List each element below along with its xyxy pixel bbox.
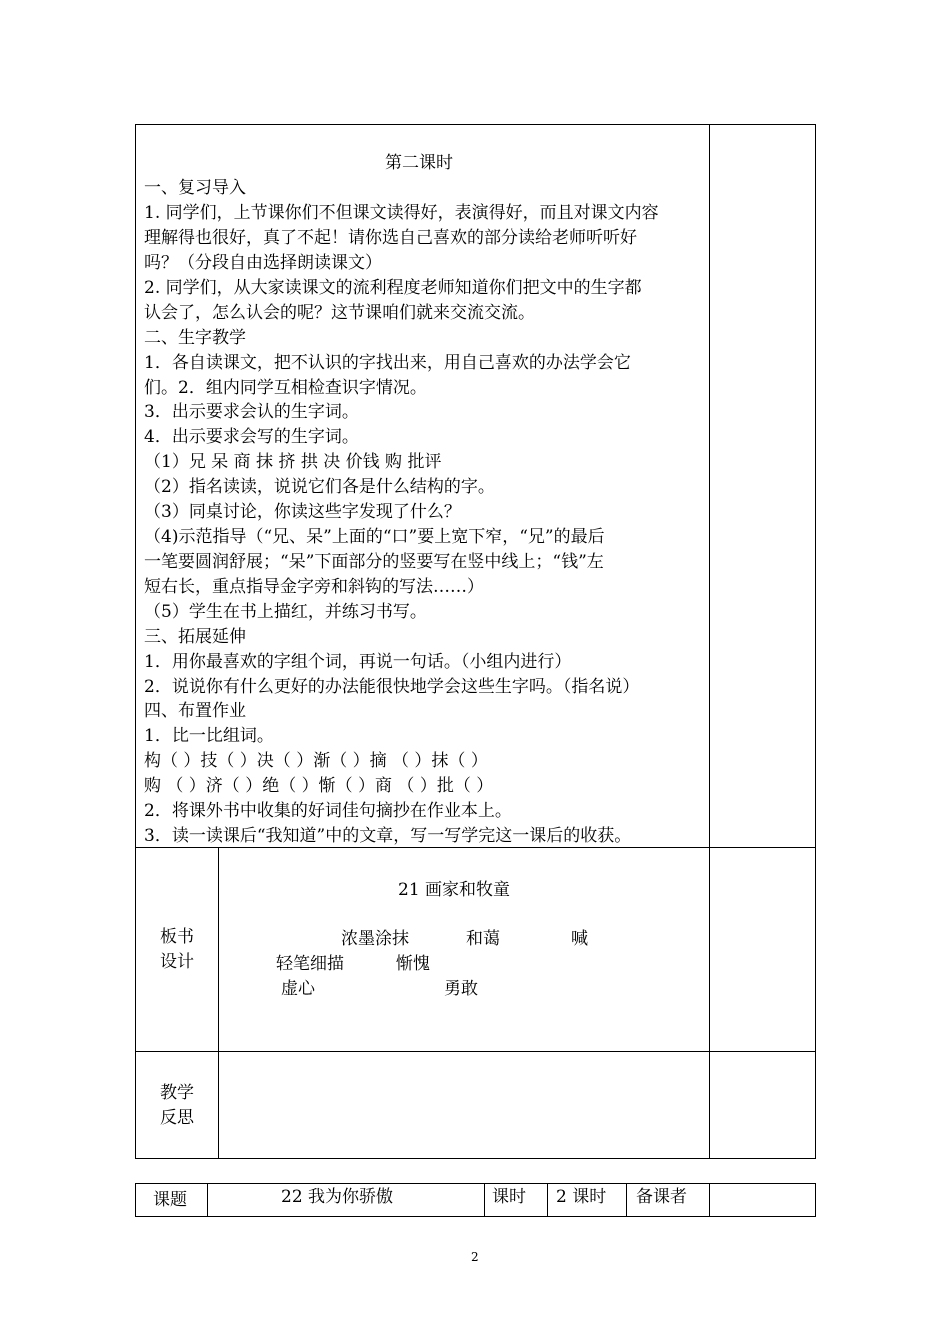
lesson-line: 2. 同学们，从大家读课文的流利程度老师知道你们把文中的生字都 [144, 278, 642, 298]
lesson-line: 1．用你最喜欢的字组个词，再说一句话。（小组内进行） [144, 652, 572, 672]
lesson-line: 短右长，重点指导金字旁和斜钩的写法……） [144, 577, 484, 597]
notes-column-divider [709, 124, 710, 1159]
lesson-line: 一、复习导入 [144, 178, 246, 198]
board-word: 勇敢 [444, 979, 478, 999]
lesson-line: 吗？（分段自由选择朗读课文） [144, 253, 382, 273]
reflection-label-line2: 反思 [160, 1108, 194, 1128]
lesson-line: 一笔要圆润舒展；“呆”下面部分的竖要写在竖中线上；“钱”左 [144, 552, 604, 572]
lesson-line: 认会了，怎么认会的呢？这节课咱们就来交流交流。 [144, 303, 535, 323]
hours-value: 2 课时 [556, 1187, 607, 1207]
lesson-line: 二、生字教学 [144, 328, 246, 348]
lesson-line: 们。2．组内同学互相检查识字情况。 [144, 378, 427, 398]
lesson-line: （2）指名读读，说说它们各是什么结构的字。 [144, 477, 495, 497]
topic-value: 22 我为你骄傲 [281, 1187, 394, 1207]
reflection-label [136, 1081, 218, 1131]
board-label-line2: 设计 [160, 952, 194, 972]
header-divider-4 [626, 1183, 627, 1217]
section-title: 第二课时 [385, 153, 453, 173]
lesson-line: 购 （ ）济（ ）绝（ ）惭（ ）商 （ ）批（ ） [144, 776, 494, 796]
header-table-left [135, 1183, 136, 1217]
table-border-bottom [135, 1158, 816, 1159]
board-word: 浓墨涂抹 [341, 929, 409, 949]
lesson-line: （1）兄 呆 商 抹 挤 拱 决 价钱 购 批评 [144, 452, 442, 472]
lesson-line: （4)示范指导（“兄、呆”上面的“口”要上宽下窄，“兄”的最后 [144, 527, 605, 547]
lesson-line: （3）同桌讨论，你读这些字发现了什么？ [144, 502, 461, 522]
header-table-top [135, 1183, 816, 1184]
topic-label: 课题 [153, 1190, 187, 1210]
board-word: 惭愧 [396, 954, 430, 974]
lesson-line: 3．读一读课后“我知道”中的文章，写一写学完这一课后的收获。 [144, 826, 632, 846]
row-divider-reflection [135, 1051, 816, 1052]
page-number: 2 [471, 1250, 479, 1264]
preparer-label: 备课者 [636, 1187, 687, 1207]
header-table-right [815, 1183, 816, 1217]
table-border-top [135, 124, 816, 125]
board-design-label [136, 925, 218, 975]
lesson-line: 1．比一比组词。 [144, 726, 274, 746]
lesson-line: 2．说说你有什么更好的办法能很快地学会这些生字吗。（指名说） [144, 677, 640, 697]
board-word: 和蔼 [466, 929, 500, 949]
lesson-line: 理解得也很好，真了不起！请你选自己喜欢的部分读给老师听听好 [144, 228, 637, 248]
lesson-line: 4．出示要求会写的生字词。 [144, 427, 359, 447]
table-border-right [815, 124, 816, 1159]
lesson-line: 2．将课外书中收集的好词佳句摘抄在作业本上。 [144, 801, 512, 821]
board-word: 喊 [571, 929, 588, 949]
lesson-line: （5）学生在书上描红，并练习书写。 [144, 602, 427, 622]
lesson-line: 3．出示要求会认的生字词。 [144, 402, 359, 422]
board-title: 21 画家和牧童 [398, 880, 511, 900]
lesson-line: 四、布置作业 [144, 701, 246, 721]
header-table-bottom [135, 1216, 816, 1217]
board-label-line1: 板书 [160, 927, 194, 947]
label-column-divider [218, 847, 219, 1159]
header-divider-3 [547, 1183, 548, 1217]
board-word: 轻笔细描 [276, 954, 344, 974]
table-border-left [135, 124, 136, 1159]
lesson-line: 1. 同学们，上节课你们不但课文读得好，表演得好，而且对课文内容 [144, 203, 659, 223]
board-word: 虚心 [281, 979, 315, 999]
lesson-line: 构（ ）技（ ）决（ ）渐（ ）摘 （ ）抹（ ） [144, 751, 488, 771]
header-divider-1 [207, 1183, 208, 1217]
hours-label: 课时 [492, 1187, 526, 1207]
lesson-line: 三、拓展延伸 [144, 627, 246, 647]
header-divider-5 [709, 1183, 710, 1217]
header-divider-2 [484, 1183, 485, 1217]
reflection-label-line1: 教学 [160, 1083, 194, 1103]
lesson-line: 1．各自读课文，把不认识的字找出来，用自己喜欢的办法学会它 [144, 353, 631, 373]
